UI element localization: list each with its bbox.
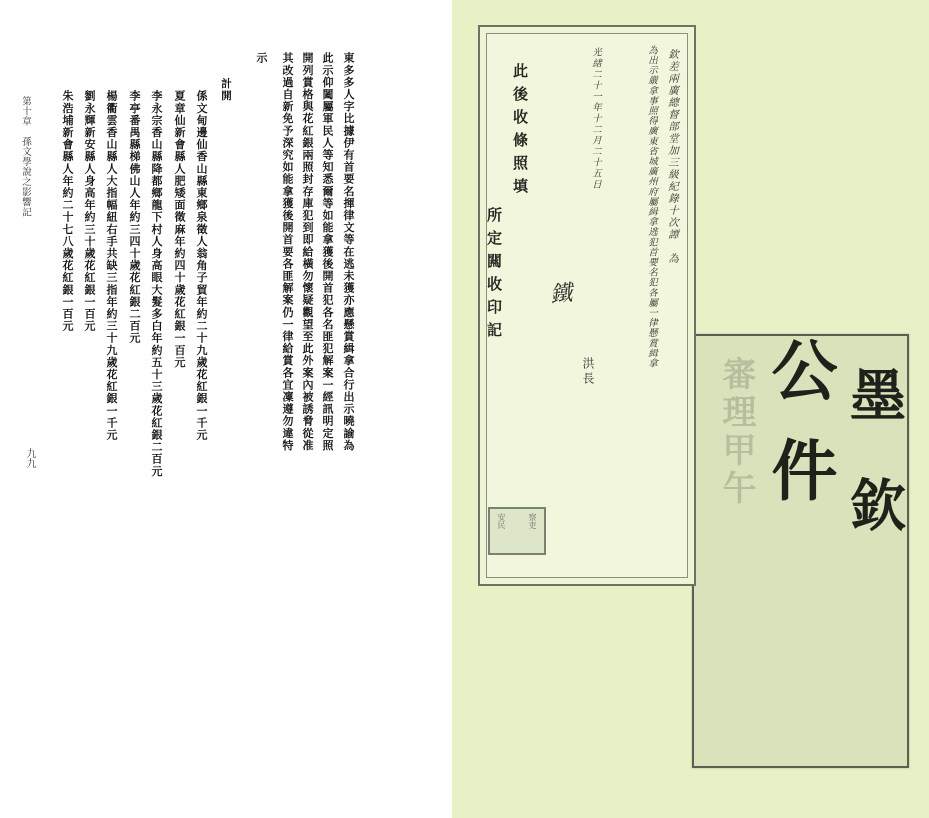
list-item-7: 朱浩埔新會縣人年約二十七八歲花紅銀一百元: [61, 90, 74, 332]
seal-stamp-text-1: 察吏: [528, 513, 537, 529]
cover-title-char-4: 件: [760, 436, 838, 502]
seal-stamp: [488, 507, 546, 555]
body-column-3: 開列賞格與花紅銀兩照封存庫犯到即給橫勿懷疑觀望至此外案內被誘脅從准: [301, 52, 314, 452]
list-heading: 計開: [220, 78, 232, 102]
document-plate: [452, 0, 929, 818]
cover-title-char-2: 欽: [841, 476, 907, 532]
list-item-4: 李亭番禺縣梯佛山人年約三四十歲花紅銀二百元: [128, 90, 141, 345]
envelope-column-2: 為出示嚴拿事照得廣東省城廣州府屬緝拿逃犯首要名犯各屬一律懸賞緝拿: [646, 45, 657, 369]
cover-faint-seal: 審理甲午: [716, 356, 756, 508]
list-item-2: 夏章仙新會縣人肥矮面徵麻年約四十歲花紅銀一百元: [173, 90, 186, 369]
envelope-column-1: 欽差兩廣總督部堂加三級紀錄十次譚 為: [667, 49, 679, 265]
document-cover: [692, 334, 909, 768]
body-column-5: 示: [255, 52, 268, 65]
cover-title-char-1: 墨: [841, 366, 907, 422]
seal-stamp-text-2: 安民: [497, 513, 506, 529]
body-column-2: 此示仰闔屬軍民人等知悉爾等如能拿獲後開首犯各名匪犯解案一經訊明定照: [321, 52, 334, 452]
envelope-column-4: 洪長: [581, 357, 595, 387]
envelope-footer-column-2: 所定闗收印記: [485, 207, 503, 345]
handwritten-signature: 鐵: [548, 280, 574, 309]
running-head: 第十章 孫文學說之影響記: [20, 96, 31, 218]
list-item-3: 李永宗香山縣降都鄉龍下村人身高眼大髮多白年約五十三歲花紅銀二百元: [150, 90, 163, 478]
list-item-6: 劉永輝新安縣人身高年約三十歲花紅銀一百元: [83, 90, 96, 332]
body-column-1: 東多多人字比據伊有首要名揮律文等在逃未獲亦應懸賞緝拿合行出示曉諭為: [342, 52, 355, 452]
printed-page: [0, 0, 452, 818]
official-envelope: [478, 25, 696, 586]
cover-title-char-3: 公: [760, 336, 838, 402]
list-item-1: 係文甸邊仙香山縣東鄉泉徵人翁角子貿年約二十九歲花紅銀一千元: [195, 90, 208, 441]
page-number: 九九: [24, 448, 35, 468]
list-item-5: 楊衢雲香山縣人大指幅紐右手共缺三指年約三十九歲花紅銀一千元: [105, 90, 118, 441]
body-column-4: 其改過自新免予深究如能拿獲後開首要各匪解案仍一律給賞各宜凜遵勿違特: [281, 52, 294, 452]
envelope-column-3: 光緒二十一年十二月二十五日: [590, 47, 601, 190]
envelope-footer-column-1: 此後收條照填: [511, 63, 529, 201]
